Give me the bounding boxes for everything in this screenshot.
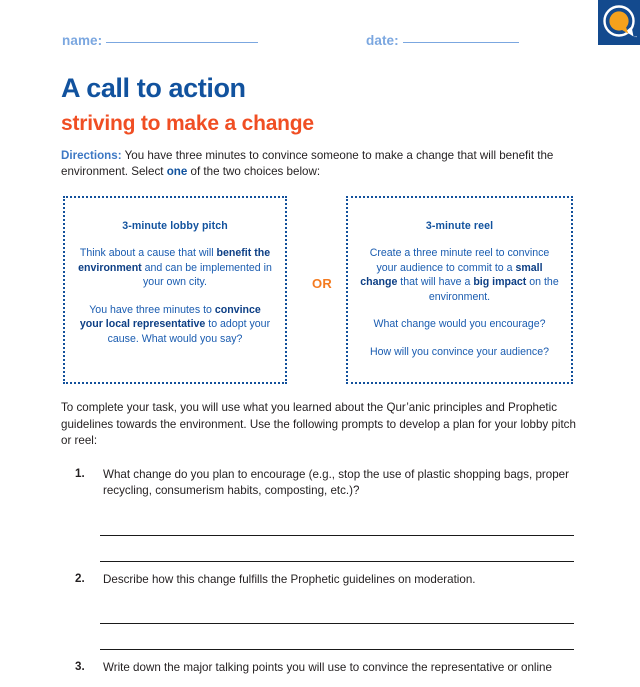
- directions-label: Directions:: [61, 149, 122, 162]
- page-subtitle: striving to make a change: [61, 112, 314, 135]
- brand-logo: [598, 0, 640, 45]
- question-number: 2.: [75, 571, 85, 585]
- directions-emphasis: one: [166, 165, 188, 179]
- body-text: and can be implemented in your own city.: [141, 261, 272, 289]
- choice-box-lobby-pitch[interactable]: [63, 196, 287, 384]
- task-description: To complete your task, you will use what you learned about the Qur’anic principles and Prophetic guidelines towards the environment. Use the following prompts to develop a plan for your lobby pitch or reel:: [61, 401, 576, 448]
- choice-left-body: [77, 246, 273, 347]
- emphasis-text: benefit the environment: [78, 247, 271, 274]
- date-field[interactable]: [366, 33, 519, 48]
- page-title: A call to action: [61, 73, 246, 103]
- question-item: [61, 572, 581, 650]
- body-text: How will you convince your audience?: [369, 346, 549, 359]
- choice-paragraph: [77, 303, 273, 347]
- directions-text-before: You have three minutes to convince someone to make a change that will benefit the environment. Select: [61, 149, 554, 179]
- directions-paragraph: [61, 148, 575, 181]
- body-text: What change would you encourage?: [373, 318, 546, 331]
- question-item: [61, 660, 581, 676]
- question-text: What change do you plan to encourage (e.g., stop the use of plastic shopping bags, proper recycling, consumerism habits, composting, etc.)?: [103, 468, 569, 498]
- name-label: name:: [62, 33, 103, 48]
- answer-write-line[interactable]: [100, 598, 574, 624]
- answer-write-line[interactable]: [100, 510, 574, 536]
- question-item: [61, 467, 581, 562]
- emphasis-text: small change: [360, 261, 543, 289]
- name-write-line[interactable]: [106, 42, 258, 43]
- or-separator: OR: [311, 276, 333, 291]
- question-text: Describe how this change fulfills the Prophetic guidelines on moderation.: [103, 572, 476, 586]
- answer-write-line[interactable]: [100, 624, 574, 650]
- question-text: Write down the major talking points you will use to convince the representative or online: [103, 661, 552, 675]
- body-text: that will have a: [397, 276, 474, 289]
- question-number: 3.: [75, 660, 85, 674]
- date-label: date:: [366, 33, 399, 48]
- name-date-row: [62, 33, 552, 53]
- answer-write-line[interactable]: [100, 536, 574, 562]
- emphasis-text: big impact: [473, 276, 527, 289]
- choice-box-reel[interactable]: [346, 196, 573, 384]
- choice-right-title: 3-minute reel: [425, 220, 494, 232]
- choice-paragraph: [360, 246, 559, 304]
- question-list: [61, 467, 581, 687]
- choice-right-body: [360, 246, 559, 360]
- choice-paragraph: [77, 246, 273, 290]
- body-text: to adopt your cause. What would you say?: [107, 318, 271, 346]
- answer-lines: [103, 510, 581, 562]
- date-write-line[interactable]: [403, 42, 519, 43]
- body-text: Create a three minute reel to convince your audience to commit to a: [369, 247, 550, 274]
- answer-lines: [103, 598, 581, 650]
- question-number: 1.: [75, 467, 85, 480]
- name-field[interactable]: [62, 33, 258, 48]
- choice-paragraph: [360, 345, 559, 360]
- directions-text-after: of the two choices below:: [187, 165, 321, 179]
- body-text: on the environment.: [428, 276, 559, 303]
- emphasis-text: convince your local representative: [79, 303, 261, 331]
- choice-paragraph: [360, 317, 559, 332]
- choice-left-title: 3-minute lobby pitch: [122, 220, 228, 232]
- trademark-symbol: ™: [634, 35, 637, 39]
- choice-boxes: [63, 196, 573, 386]
- body-text: You have three minutes to: [89, 303, 215, 316]
- body-text: Think about a cause that will: [79, 247, 217, 259]
